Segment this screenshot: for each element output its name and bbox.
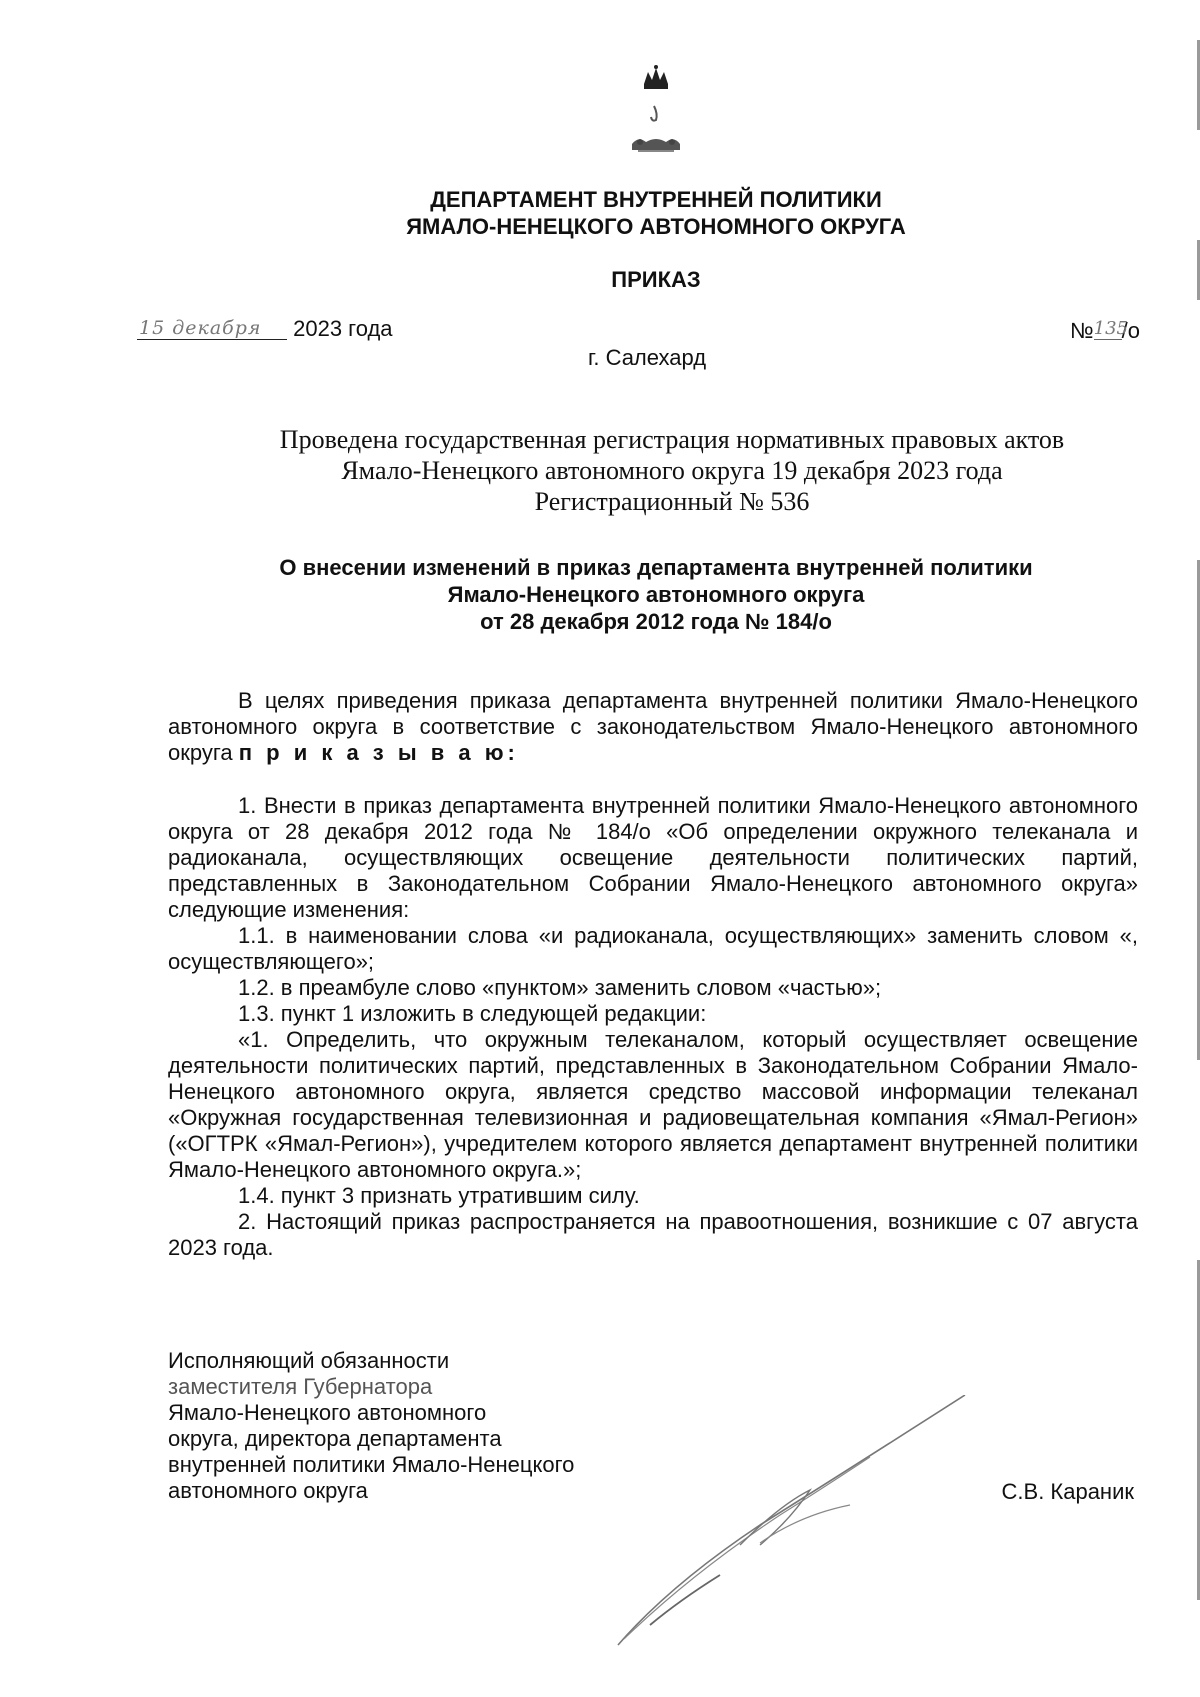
- department-header: [0, 186, 1200, 240]
- handwritten-date: 15 декабря: [137, 317, 287, 340]
- order-number: [1070, 318, 1140, 344]
- position-line: Ямало-Ненецкого автономного: [168, 1400, 487, 1425]
- coat-of-arms-icon: [618, 62, 694, 158]
- handwritten-number: 135: [1093, 318, 1128, 339]
- signer-name: С.В. Караник: [1001, 1479, 1134, 1504]
- title-line: Ямало-Ненецкого автономного округа: [447, 582, 865, 607]
- number-prefix: №: [1070, 318, 1094, 343]
- position-line: Исполняющий обязанности: [168, 1348, 450, 1373]
- registration-line: Ямало-Ненецкого автономного округа 19 декабря 2023 года: [341, 456, 1003, 485]
- clause-paragraph: 1.4. пункт 3 признать утратившим силу.: [238, 1183, 640, 1208]
- position-line: заместителя Губернатора: [168, 1374, 433, 1399]
- preamble-paragraph: [168, 688, 1138, 766]
- registration-line: Регистрационный № 536: [534, 487, 810, 516]
- department-line: ДЕПАРТАМЕНТ ВНУТРЕННЕЙ ПОЛИТИКИ: [430, 187, 882, 212]
- clause-paragraph: 1.1. в наименовании слова «и радиоканала, осуществляющих» заменить словом «, осуществляющего»;: [168, 923, 1138, 974]
- title-line: О внесении изменений в приказ департамента внутренней политики: [279, 555, 1033, 580]
- registration-stamp: [232, 424, 1112, 517]
- preamble: [168, 688, 1138, 766]
- handwritten-signature-icon: [610, 1395, 970, 1655]
- year-text: 2023 года: [293, 316, 393, 341]
- position-line: внутренней политики Ямало-Ненецкого: [168, 1452, 575, 1477]
- order-heading: ПРИКАЗ: [611, 267, 701, 292]
- clause-paragraph: 1.2. в преамбуле слово «пунктом» заменить словом «частью»;: [238, 975, 882, 1000]
- clause-paragraph: 1.3. пункт 1 изложить в следующей редакции:: [238, 1001, 707, 1026]
- clause-paragraph: 2. Настоящий приказ распространяется на правоотношения, возникшие с 07 августа 2023 года.: [168, 1209, 1138, 1260]
- city: г. Салехард: [588, 345, 707, 370]
- position-line: округа, директора департамента: [168, 1426, 502, 1451]
- document-title: [200, 554, 1112, 635]
- position-line: автономного округа: [168, 1478, 368, 1503]
- order-verb: п р и к а з ы в а ю:: [238, 740, 519, 765]
- clause-paragraph: «1. Определить, что окружным телеканалом, который осуществляет освещение деятельности политических партий, представленных в Законодательном Собрании Ямало-Ненецкого автономного округа, является средство массовой информации телеканал «Окружная государственная телевизионная и радиовещательная компания «Ямал-Регион» («ОГТРК «Ямал-Регион»), учредителем которого является департамент внутренней политики Ямало-Ненецкого автономного округа.»;: [168, 1027, 1138, 1182]
- signatory-position: [168, 1348, 574, 1504]
- department-line: ЯМАЛО-НЕНЕЦКОГО АВТОНОМНОГО ОКРУГА: [406, 214, 906, 239]
- number-suffix: /о: [1121, 318, 1140, 343]
- order-date: [137, 316, 393, 342]
- registration-line: Проведена государственная регистрация нормативных правовых актов: [279, 425, 1065, 454]
- preamble-text: В целях приведения приказа департамента внутренней политики Ямало-Ненецкого автономного округа в соответствие с законодательством Ямало-Ненецкого автономного округа: [168, 688, 1138, 765]
- title-line: от 28 декабря 2012 года № 184/о: [480, 609, 832, 634]
- clause-paragraph: 1. Внести в приказ департамента внутренней политики Ямало-Ненецкого автономного округа от 28 декабря 2012 года № 184/о «Об определении окружного телеканала и радиоканала, осуществляющих освещение деятельности политических партий, представленных в Законодательном Собрании Ямало-Ненецкого автономного округа» следующие изменения:: [168, 793, 1138, 922]
- clauses: [168, 793, 1138, 1261]
